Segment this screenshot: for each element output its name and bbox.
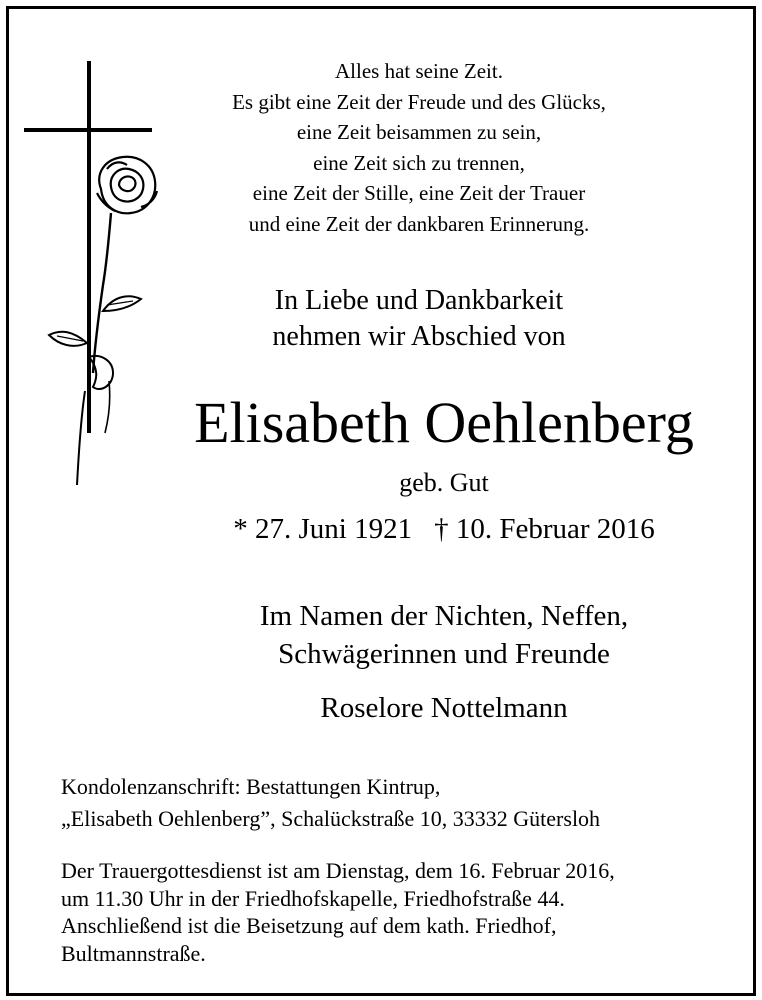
funeral-service-info [61, 857, 761, 967]
poem-line: Es gibt eine Zeit der Freude und des Glücks, [232, 89, 606, 114]
service-line: Bultmannstraße. [61, 940, 206, 966]
condolence-address [61, 771, 761, 835]
cross-horizontal-beam [24, 128, 152, 132]
service-line: Anschließend ist die Beisetzung auf dem kath. Friedhof, [61, 913, 557, 938]
poem-line: Alles hat seine Zeit. [335, 59, 503, 83]
poem [159, 56, 679, 239]
intro-line: nehmen wir Abschied von [272, 321, 566, 352]
address-line: Kondolenzanschrift: Bestattungen Kintrup, [61, 774, 441, 799]
birth-date: * 27. Juni 1921 [233, 513, 413, 545]
address-line: „Elisabeth Oehlenberg”, Schalückstraße 10, 33332 Gütersloh [61, 806, 601, 831]
maiden-name: geb. Gut [399, 468, 489, 497]
mourners-line: Im Namen der Nichten, Neffen, [259, 600, 629, 632]
rose-leaf-left [49, 332, 87, 346]
rose-head-icon [97, 157, 157, 214]
mourners-line: Schwägerinnen und Freunde [278, 638, 610, 670]
poem-line: und eine Zeit der dankbaren Erinnerung. [248, 211, 590, 236]
rose-stem [93, 213, 111, 373]
obituary-notice [6, 6, 756, 996]
poem-line: eine Zeit sich zu trennen, [313, 150, 525, 175]
signer-name: Roselore Nottelmann [320, 692, 568, 724]
life-dates [129, 511, 759, 547]
service-line: um 11.30 Uhr in der Friedhofskapelle, Friedhofstraße 44. [61, 885, 565, 911]
intro-line: In Liebe und Dankbarkeit [274, 285, 564, 316]
death-date: † 10. Februar 2016 [434, 513, 655, 545]
ribbon-end [77, 391, 85, 485]
cross-vertical-beam [87, 61, 91, 433]
deceased-name: Elisabeth Oehlenberg [194, 390, 694, 455]
service-line: Der Trauergottesdienst ist am Dienstag, dem 16. Februar 2016, [61, 858, 615, 883]
poem-line: eine Zeit beisammen zu sein, [296, 120, 542, 144]
intro-text [159, 283, 679, 355]
poem-line: eine Zeit der Stille, eine Zeit der Trauer [252, 181, 586, 205]
rose-leaf-right [103, 296, 141, 311]
mourners [129, 597, 759, 673]
